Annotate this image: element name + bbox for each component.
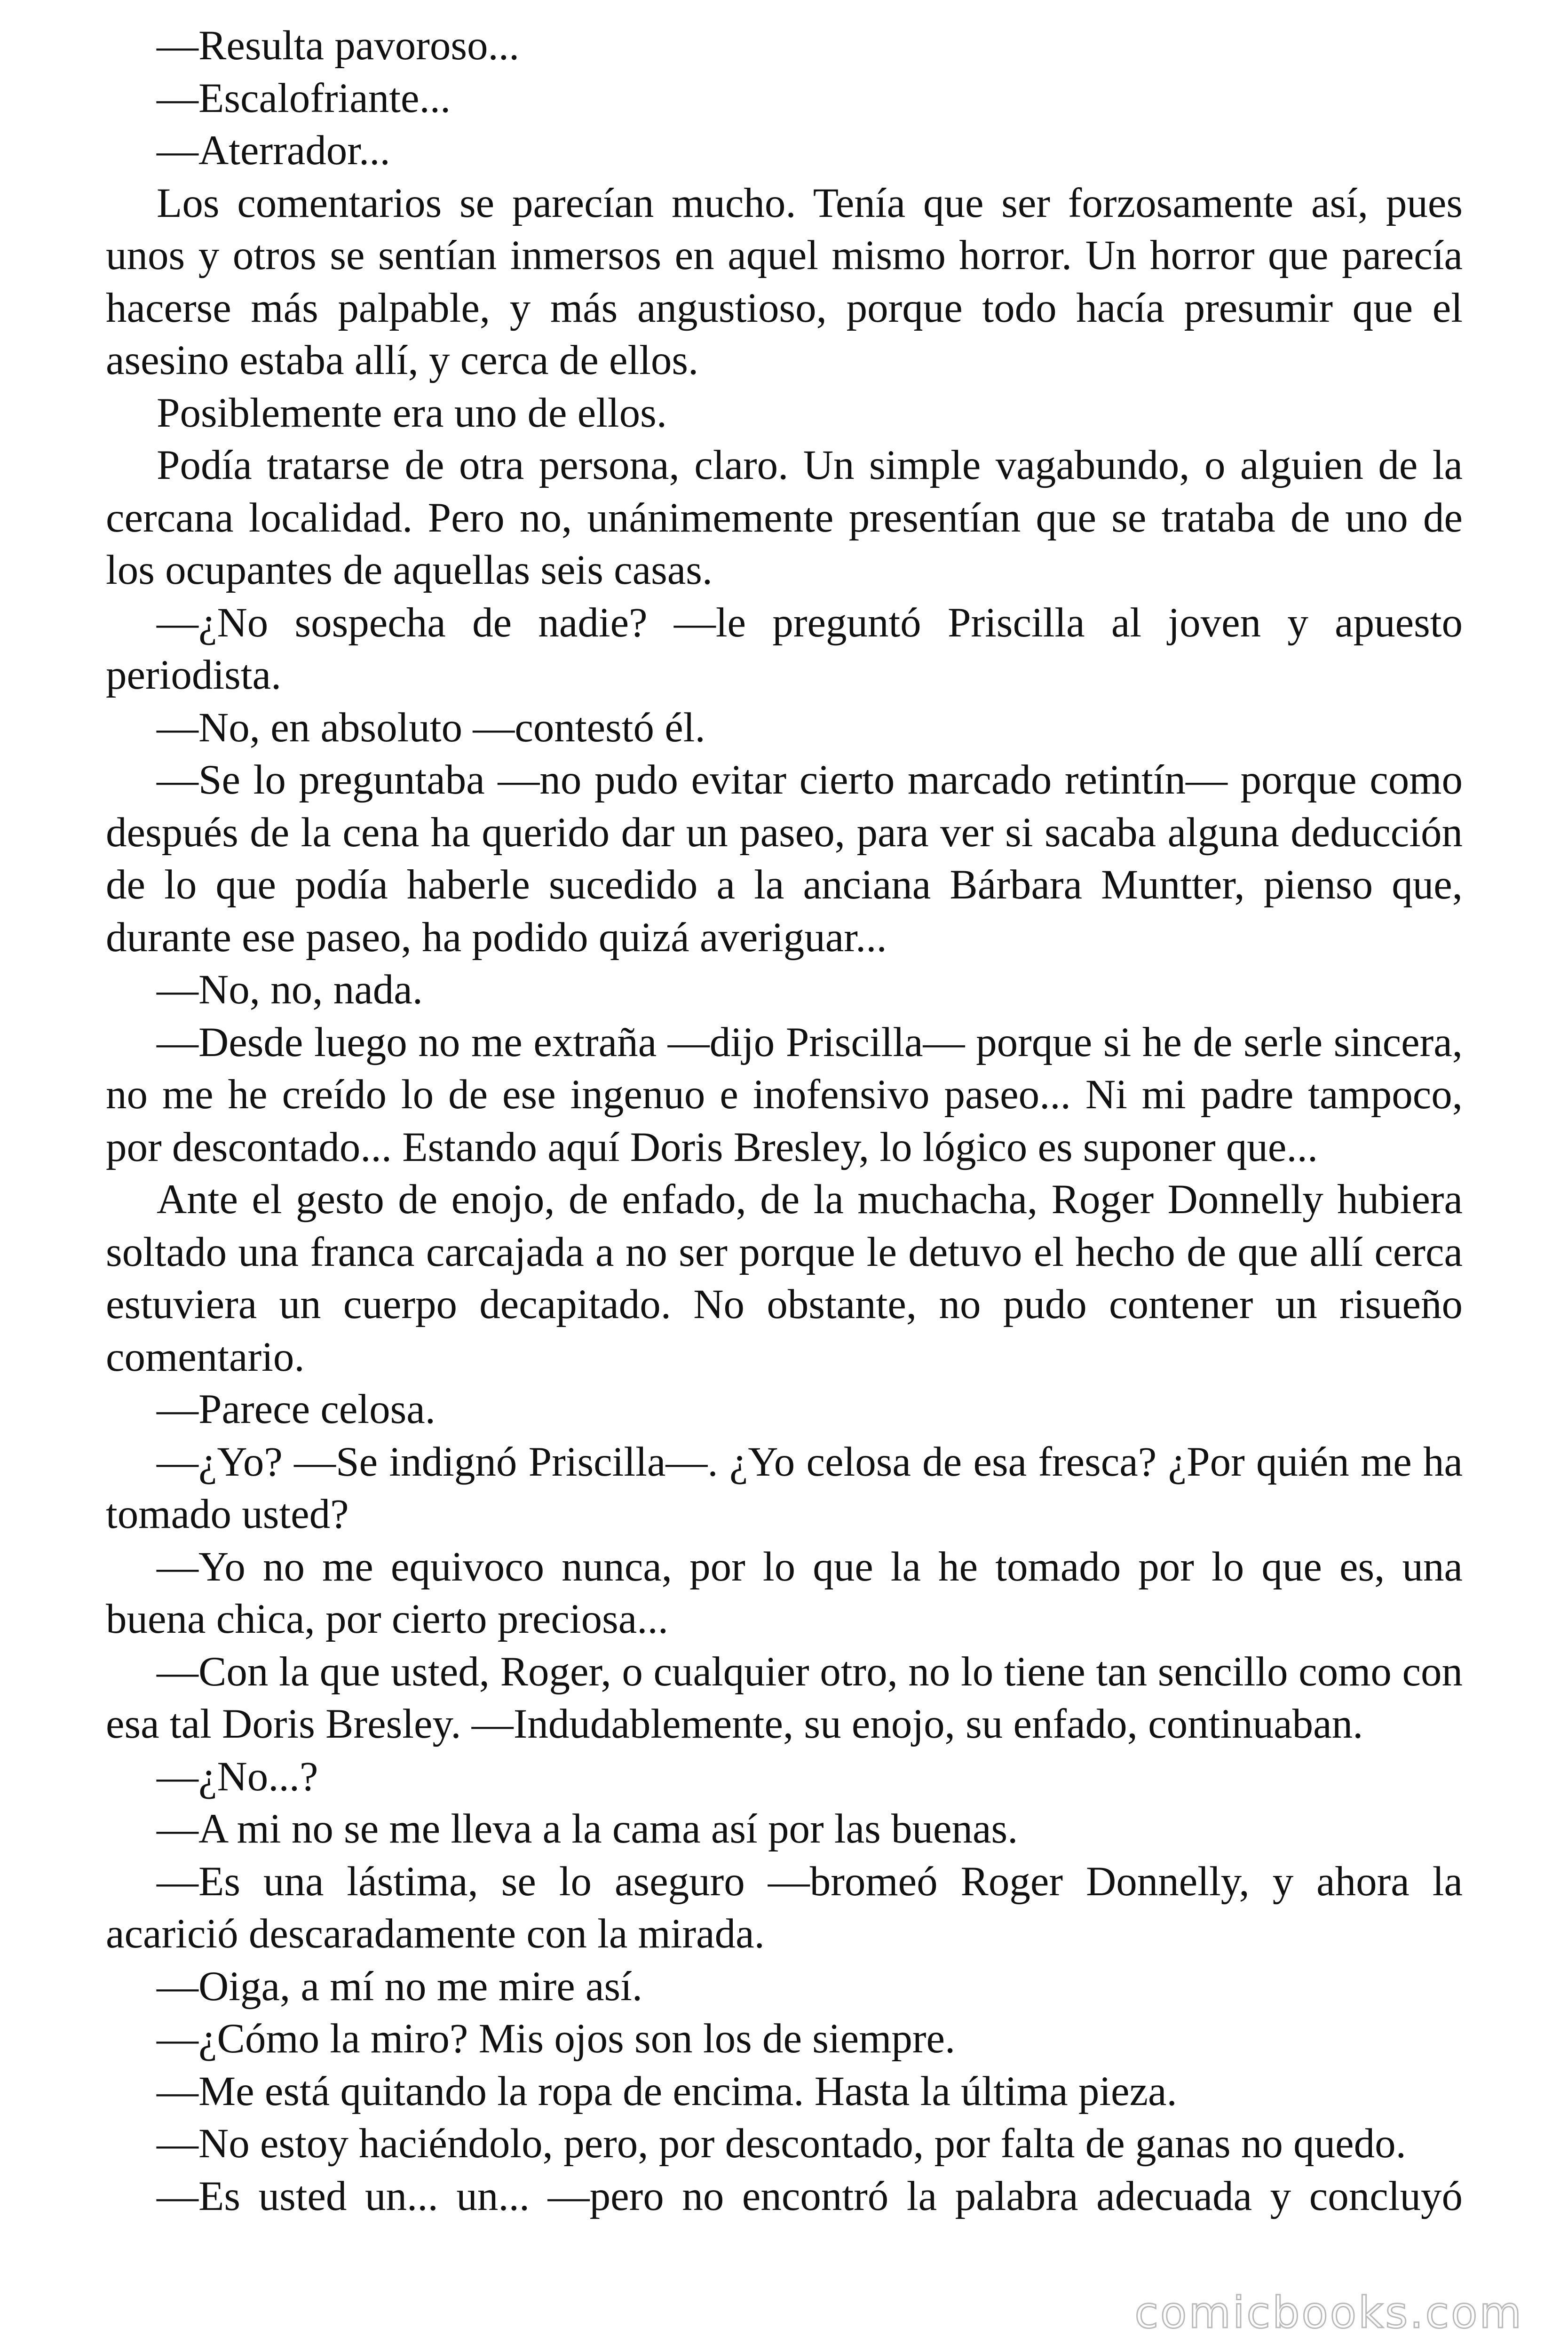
paragraph: —No estoy haciéndolo, pero, por descontado, por falta de ganas no quedo. [157, 2121, 1406, 2167]
watermark: comicbooks.com [1134, 2288, 1523, 2338]
paragraph: —Yo no me equivoco nunca, por lo que la he tomado por lo que es, una buena chica, por cierto preciosa... [106, 1543, 1463, 1642]
paragraph: —¿Cómo la miro? Mis ojos son los de siempre. [157, 2016, 956, 2062]
paragraph: —A mi no se me lleva a la cama así por las buenas. [157, 1806, 1018, 1852]
paragraph: —Es una lástima, se lo aseguro —bromeó Roger Donnelly, y ahora la acarició descaradamente con la mirada. [106, 1858, 1463, 1957]
paragraph: —No, en absoluto —contestó él. [157, 704, 705, 751]
paragraph: —Escalofriante... [157, 75, 451, 121]
paragraph: Los comentarios se parecían mucho. Tenía que ser forzosamente así, pues unos y otros se sentían inmersos en aquel mismo horror. Un horror que parecía hacerse más palpable, y más angustioso, porque todo hacía presumir que el asesino estaba allí, y cerca de ellos. [106, 180, 1463, 383]
paragraph: —Se lo preguntaba —no pudo evitar cierto marcado retintín— porque como después de la cena ha querido dar un paseo, para ver si sacaba alguna deducción de lo que podía haberle sucedido a la anciana Bárbara Muntter, pienso que, durante ese paseo, ha podido quizá averiguar... [106, 757, 1463, 961]
paragraph: —Parece celosa. [157, 1386, 436, 1432]
paragraph: —Aterrador... [157, 127, 390, 174]
paragraph: Ante el gesto de enojo, de enfado, de la muchacha, Roger Donnelly hubiera soltado una franca carcajada a no ser porque le detuvo el hecho de que allí cerca estuviera un cuerpo decapitado. No obstante, no pudo contener un risueño comentario. [106, 1176, 1463, 1380]
paragraph-last: —Es usted un... un... —pero no encontró la palabra adecuada y concluyó [157, 2173, 1463, 2219]
paragraph: —¿No...? [157, 1753, 318, 1800]
paragraph: —Resulta pavoroso... [157, 23, 520, 69]
paragraph: Podía tratarse de otra persona, claro. Un simple vagabundo, o alguien de la cercana localidad. Pero no, unánimemente presentían que se trataba de uno de los ocupantes de aquellas seis casas. [106, 442, 1463, 593]
paragraph: —Con la que usted, Roger, o cualquier otro, no lo tiene tan sencillo como con esa tal Doris Bresley. —Indudablemente, su enojo, su enfado, continuaban. [106, 1648, 1463, 1747]
paragraph: Posiblemente era uno de ellos. [157, 389, 667, 436]
page-text [106, 20, 1463, 2223]
paragraph: —Desde luego no me extraña —dijo Priscilla— porque si he de serle sincera, no me he creído lo de ese ingenuo e inofensivo paseo... Ni mi padre tampoco, por descontado... Estando aquí Doris Bresley, lo lógico es suponer que... [106, 1019, 1463, 1170]
paragraph: —Me está quitando la ropa de encima. Hasta la última pieza. [157, 2068, 1177, 2114]
paragraph: —¿Yo? —Se indignó Priscilla—. ¿Yo celosa de esa fresca? ¿Por quién me ha tomado usted? [106, 1438, 1463, 1537]
paragraph: —No, no, nada. [157, 967, 423, 1013]
paragraph: —¿No sospecha de nadie? —le preguntó Priscilla al joven y apuesto periodista. [106, 599, 1463, 698]
paragraph: —Oiga, a mí no me mire así. [157, 1963, 643, 2010]
